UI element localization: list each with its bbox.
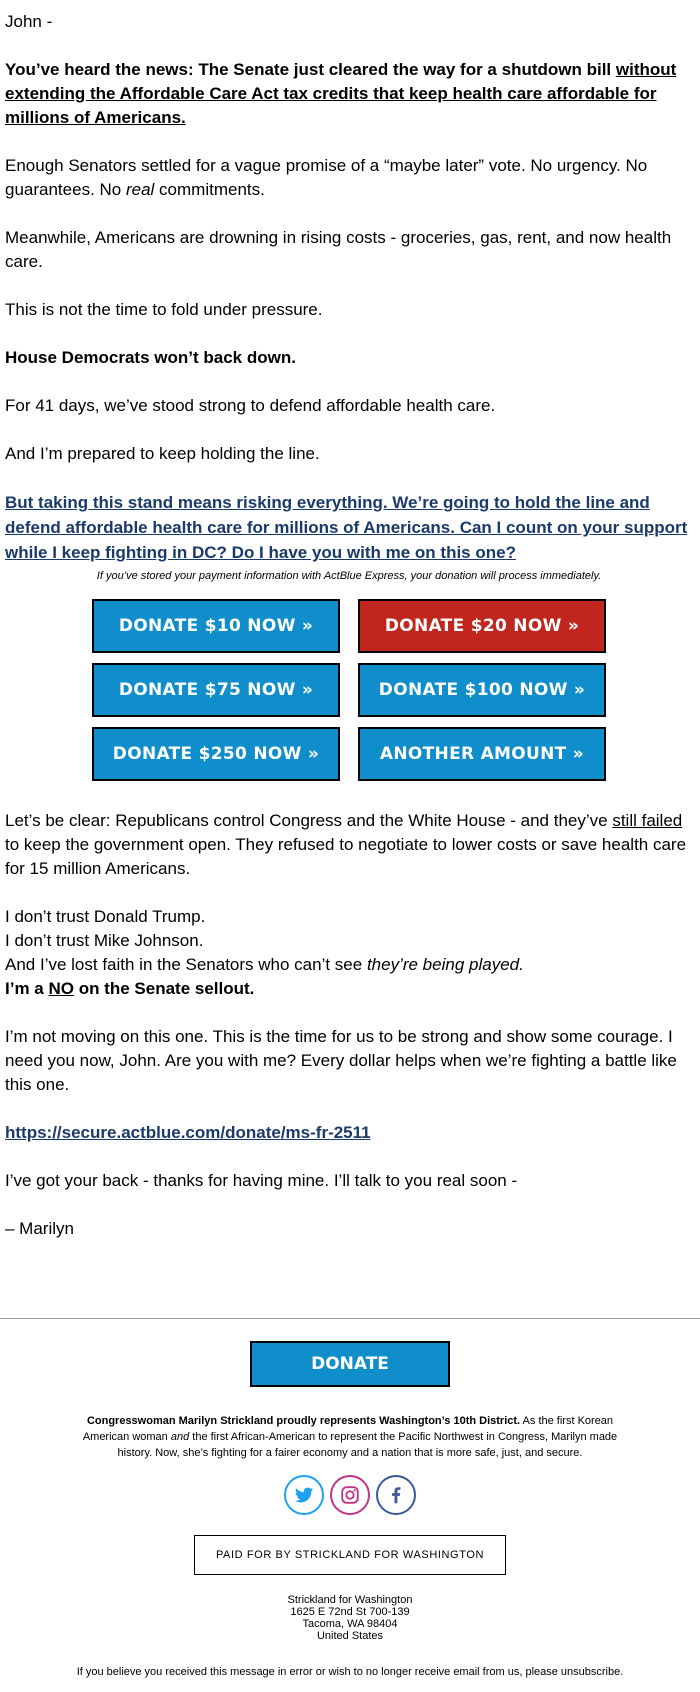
facebook-icon[interactable] [376, 1475, 416, 1515]
signoff: – Marilyn [5, 1219, 74, 1238]
cta-donate-link[interactable]: But taking this stand means risking everything. We’re going to hold the line and defend affordable health care for millions of Americans. Can I count on your support while I keep fighting in DC? Do I have you with me on this one? [5, 493, 688, 562]
mailing-address [200, 1594, 500, 1642]
footer-divider [0, 1318, 700, 1319]
actblue-url-link[interactable]: https://secure.actblue.com/donate/ms-fr-2511 [5, 1123, 371, 1142]
another-amount-button[interactable]: ANOTHER AMOUNT » [358, 727, 606, 781]
trust-trump: I don’t trust Donald Trump. [5, 907, 206, 926]
headline-underlined: without extending the Affordable Care Act tax credits that keep health care affordable for millions of Americans. [5, 60, 677, 127]
p1-text-a: Enough Senators settled for a vague promise of a “maybe later” vote. No urgency. No guarantees. No [5, 156, 648, 199]
donate-250-button[interactable]: DONATE $250 NOW » [92, 727, 340, 781]
donate-100-button[interactable]: DONATE $100 NOW » [358, 663, 606, 717]
p7-underlined: still failed [612, 811, 683, 830]
instagram-icon[interactable] [330, 1475, 370, 1515]
headline-lead: You’ve heard the news: The Senate just cleared the way for a shutdown bill [5, 60, 616, 79]
paragraph-vague-promise [5, 154, 693, 202]
actblue-express-note: If you’ve stored your payment information with ActBlue Express, your donation will process immediately. [96, 570, 602, 582]
blurb-bold: Congresswoman Marilyn Strickland proudly represents Washington’s 10th District. [86, 1415, 521, 1427]
footer-donate-button[interactable]: DONATE [250, 1341, 450, 1387]
trust3-text: And I’ve lost faith in the Senators who can’t see [5, 955, 367, 974]
trust3-italic: they’re being played. [366, 955, 524, 974]
trust-johnson: I don’t trust Mike Johnson. [5, 931, 204, 950]
lost-faith [5, 953, 693, 977]
paragraph-not-moving: I’m not moving on this one. This is the time for us to be strong and show some courage. I need you now, John. Are you with me? Every dollar helps when we’re fighting a battle like this one. [5, 1027, 677, 1094]
senate-sellout [5, 977, 693, 1001]
donate-20-button[interactable]: DONATE $20 NOW » [358, 599, 606, 653]
address-line: 1625 E 72nd St 700-139 [290, 1606, 410, 1618]
sellout-text-a: I’m a [5, 979, 49, 998]
twitter-icon[interactable] [284, 1475, 324, 1515]
email-body-continued [5, 809, 693, 1241]
paid-for-disclaimer: PAID FOR BY STRICKLAND FOR WASHINGTON [194, 1535, 506, 1575]
address-line: Strickland for Washington [287, 1594, 413, 1606]
p1-text-b: commitments. [154, 180, 265, 199]
donate-10-button[interactable]: DONATE $10 NOW » [92, 599, 340, 653]
blurb-text-a: As the first Korean American woman [82, 1415, 614, 1443]
paragraph-got-your-back: I’ve got your back - thanks for having mine. I’ll talk to you real soon - [5, 1171, 518, 1190]
blurb-italic: and [170, 1431, 190, 1443]
paragraph-41-days: For 41 days, we’ve stood strong to defend affordable health care. [5, 396, 496, 415]
donate-75-button[interactable]: DONATE $75 NOW » [92, 663, 340, 717]
address-line: United States [316, 1630, 384, 1642]
sellout-no: NO [48, 979, 74, 998]
headline [5, 58, 693, 130]
paragraph-rising-costs: Meanwhile, Americans are drowning in rising costs - groceries, gas, rent, and now health care. [5, 228, 672, 271]
blurb-text-b: the first African-American to represent the Pacific Northwest in Congress, Marilyn made history. Now, she’s fighting for a fairer economy and a nation that is more safe, just, and secure. [117, 1431, 618, 1459]
footer-blurb [80, 1413, 620, 1461]
paragraph-holding-line: And I’m prepared to keep holding the line. [5, 444, 320, 463]
address-line: Tacoma, WA 98404 [302, 1618, 398, 1630]
email-body [5, 10, 693, 584]
paragraph-not-time: This is not the time to fold under pressure. [5, 300, 323, 319]
unsubscribe-text[interactable]: If you believe you received this message in error or wish to no longer receive email from us, please unsubscribe. [76, 1666, 624, 1678]
greeting: John - [5, 12, 53, 31]
paragraph-republicans [5, 809, 693, 881]
p7-text-b: to keep the government open. They refused to negotiate to lower costs or save health care for 15 million Americans. [5, 835, 687, 878]
p1-italic: real [125, 180, 155, 199]
paragraph-house-democrats: House Democrats won’t back down. [5, 348, 296, 367]
p7-text-a: Let’s be clear: Republicans control Congress and the White House - and they’ve [5, 811, 613, 830]
sellout-text-b: on the Senate sellout. [73, 979, 255, 998]
